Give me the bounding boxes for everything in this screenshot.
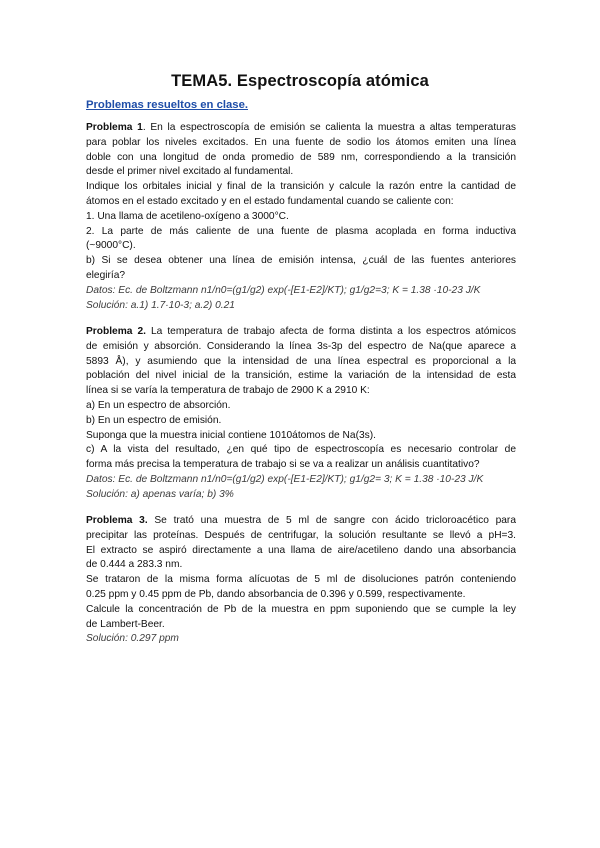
problem-1-line-6: 1. Una llama de acetileno-oxígeno a 3000°C. <box>86 210 289 222</box>
problem-2-line-9: forma más precisa la temperatura de trabajo si se va a realizar un análisis cuantitativo? <box>86 459 480 471</box>
problem-1-line-8: (~9000°C). <box>86 240 136 252</box>
problem-3-line-3: de 0.444 a 283.3 nm. <box>86 559 183 571</box>
problem-3-line-0: Problema 3. Se trató una muestra de 5 ml de sangre con ácido tricloroacético para <box>86 515 516 526</box>
problem-1-data: Datos: Ec. de Boltzmann n1/n0=(g1/g2) exp(-[E1-E2]/KT); g1/g2=3; K = 1.38 ·10-23 J/K <box>86 284 481 296</box>
problem-2-line-8: c) A la vista del resultado, ¿en qué tipo de espectroscopía es necesario controlar de <box>86 444 516 456</box>
problem-2-line-7: Suponga que la muestra inicial contiene 1010átomos de Na(3s). <box>86 429 376 441</box>
problem-2-line-6: b) En un espectro de emisión. <box>86 414 222 426</box>
problem-1 <box>86 121 516 313</box>
problem-2-line-3: población del nivel inicial de la transición, estime la variación de la intensidad de esta <box>86 370 516 382</box>
problem-2 <box>86 325 516 503</box>
problem-3-line-5: 0.25 ppm y 0.45 ppm de Pb, dando absorbancia de 0.396 y 0.599, respectivamente. <box>86 588 466 600</box>
problem-3-line-4: Se trataron de la misma forma alícuotas de 5 ml de disoluciones patrón conteniendo <box>86 574 516 586</box>
problem-2-line-0: Problema 2. La temperatura de trabajo afecta de forma distinta a los espectros atómicos <box>86 326 516 337</box>
problem-1-label: Problema 1 <box>86 122 143 133</box>
problem-3-line-1: precipitar las proteínas. Después de centrifugar, la solución resultante se llevó a pH=3. <box>86 529 516 541</box>
problem-1-line-9: b) Si se desea obtener una línea de emisión intensa, ¿cuál de las fuentes anteriores <box>86 255 516 267</box>
problem-1-line-7: 2. La parte de más caliente de una fuente de plasma acoplada en forma inductiva <box>86 225 516 237</box>
problem-2-data: Datos: Ec. de Boltzmann n1/n0=(g1/g2) exp(-[E1-E2]/KT); g1/g2= 3; K = 1.38 ·10-23 J/K <box>86 473 484 485</box>
problem-2-line-1: de emisión y absorción. Considerando la línea 3s-3p del espectro de Na(que aparece a <box>86 340 516 352</box>
problem-1-line-2: doble con una longitud de onda promedio de 589 nm, correspondiendo a la transición <box>86 151 516 163</box>
problem-3-solution: Solución: 0.297 ppm <box>86 633 179 645</box>
problem-1-line-1: para poblar los niveles excitados. En una fuente de sodio los átomos emiten una línea <box>86 136 516 148</box>
problem-1-line-3: desde el primer nivel excitado al fundamental. <box>86 166 294 178</box>
problem-2-line-2: 5893 Å), y asumiendo que la intensidad de una línea espectral es proporcional a la <box>86 355 516 367</box>
problem-2-label: Problema 2. <box>86 326 146 337</box>
problem-3 <box>86 514 516 647</box>
problem-3-line-2: El extracto se aspiró directamente a una llama de aire/acetileno dando una absorbancia <box>86 544 516 556</box>
document-title: TEMA5. Espectroscopía atómica <box>171 72 429 90</box>
problem-1-line-0: Problema 1. En la espectroscopía de emisión se calienta la muestra a altas temperaturas <box>86 122 516 133</box>
problem-3-label: Problema 3. <box>86 515 148 526</box>
problem-2-solution: Solución: a) apenas varía; b) 3% <box>86 488 234 500</box>
problem-3-line-6: Calcule la concentración de Pb de la muestra en ppm suponiendo que se cumple la ley <box>86 603 516 615</box>
problem-1-solution: Solución: a.1) 1.7·10-3; a.2) 0.21 <box>86 299 235 311</box>
problem-3-line-7: de Lambert-Beer. <box>86 618 165 630</box>
section-subtitle: Problemas resueltos en clase. <box>86 99 249 111</box>
problem-2-line-5: a) En un espectro de absorción. <box>86 399 231 411</box>
problem-1-line-4: Indique los orbitales inicial y final de la transición y calcule la razón entre la cantidad de <box>86 181 516 193</box>
problem-2-line-4: línea si se varía la temperatura de trabajo de 2900 K a 2910 K: <box>86 385 370 397</box>
problem-1-line-10: elegiría? <box>86 269 126 281</box>
problem-1-line-5: átomos en el estado excitado y en el estado fundamental cuando se caliente con: <box>86 195 454 207</box>
